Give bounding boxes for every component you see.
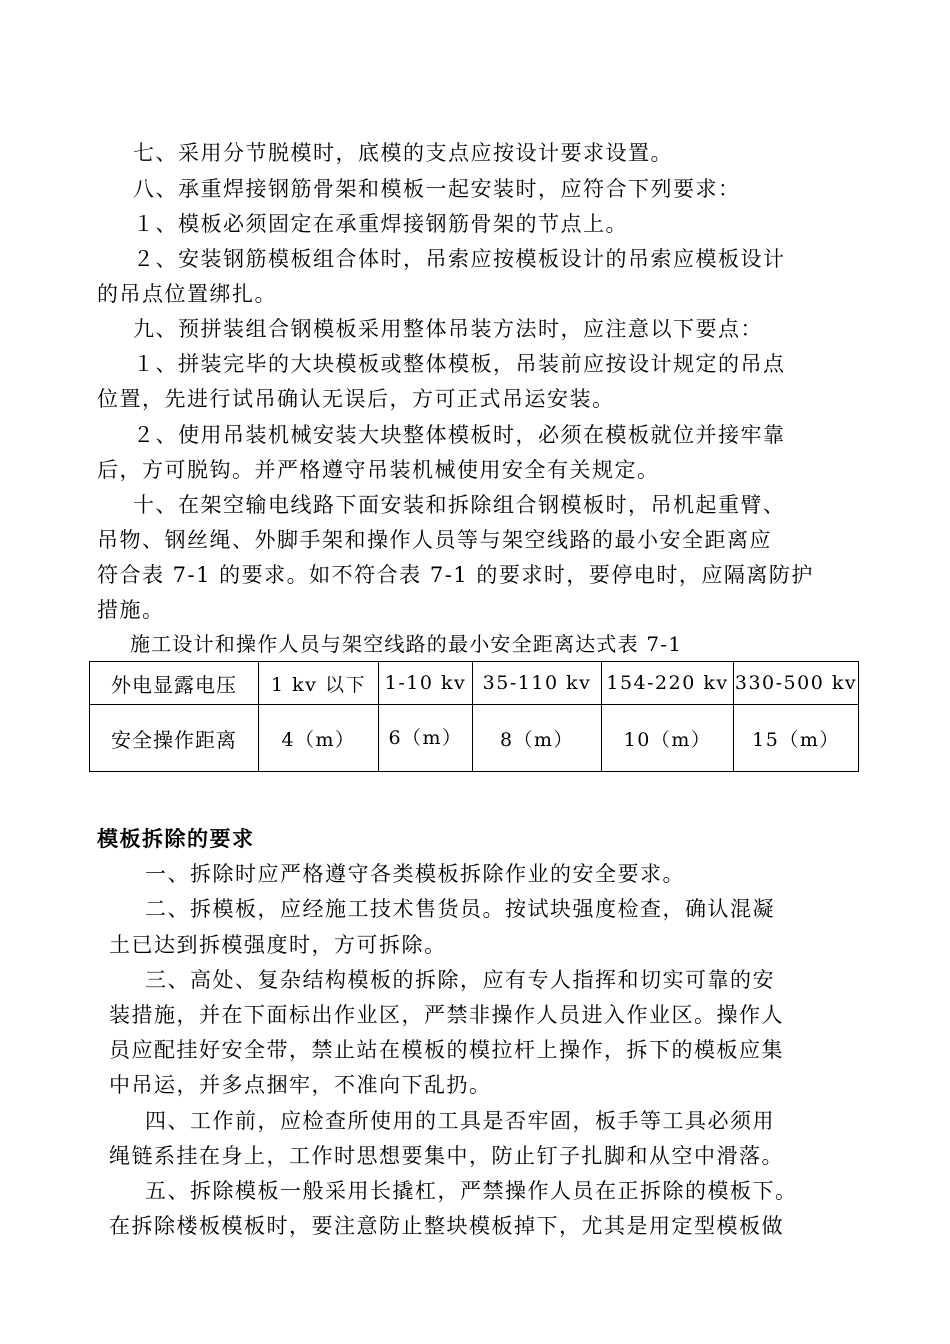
table-cell: 154-220 kv [602,662,734,705]
text-line: ２、安装钢筋模板组合体时，吊索应按模板设计的吊索应模板设计 [133,247,786,271]
text-line: １、模板必须固定在承重焊接钢筋骨架的节点上。 [133,212,628,236]
text-line: 中吊运，并多点捆牢，不准向下乱扔。 [109,1073,492,1097]
text-line: 土已达到拆模强度时，方可拆除。 [109,933,447,957]
table-cell: 6（m） [379,705,473,772]
text-line: 措施。 [97,598,165,622]
text-line: 吊物、钢丝绳、外脚手架和操作人员等与架空线路的最小安全距离应 [97,528,772,552]
table-cell: 10（m） [602,705,734,772]
table-cell: 外电显露电压 [90,662,259,705]
table-row [90,705,859,772]
safety-distance-table [89,661,859,772]
table-cell: 4（m） [259,705,379,772]
table-cell: 1-10 kv [379,662,473,705]
text-line: 四、工作前，应检查所使用的工具是否牢固，板手等工具必须用 [145,1109,775,1133]
text-line: 五、拆除模板一般采用长撬杠，严禁操作人员在正拆除的模板下。 [145,1179,798,1203]
text-line: 九、预拼装组合钢模板采用整体吊装方法时，应注意以下要点： [133,317,763,341]
text-line: 的吊点位置绑扎。 [97,282,277,306]
text-line: 绳链系挂在身上，工作时思想要集中，防止钉子扎脚和从空中滑落。 [109,1144,784,1168]
text-line: 后，方可脱钩。并严格遵守吊装机械使用安全有关规定。 [97,458,660,482]
table-cell: 8（m） [473,705,602,772]
table-cell: 330-500 kv [734,662,859,705]
table-cell: 安全操作距离 [90,705,259,772]
table-cell: 1 kv 以下 [259,662,379,705]
text-line: 二、拆模板，应经施工技术售货员。按试块强度检查，确认混凝 [145,897,775,921]
text-line: 一、拆除时应严格遵守各类模板拆除作业的安全要求。 [145,862,685,886]
text-line: 员应配挂好安全带，禁止站在模板的模拉杆上操作，拆下的模板应集 [109,1038,784,1062]
text-line: 八、承重焊接钢筋骨架和模板一起安装时，应符合下列要求： [133,177,741,201]
table-cell: 35-110 kv [473,662,602,705]
text-line: ２、使用吊装机械安装大块整体模板时，必须在模板就位并接牢靠 [133,423,786,447]
text-line: 位置，先进行试吊确认无误后，方可正式吊运安装。 [97,387,615,411]
text-line: 七、采用分节脱模时，底模的支点应按设计要求设置。 [133,141,673,165]
table-caption: 施工设计和操作人员与架空线路的最小安全距离达式表 7-1 [130,632,683,656]
text-line: 装措施，并在下面标出作业区，严禁非操作人员进入作业区。操作人 [109,1003,784,1027]
text-line: 在拆除楼板模板时，要注意防止整块模板掉下，尤其是用定型模板做 [109,1214,784,1238]
table-row [90,662,859,705]
text-line: 三、高处、复杂结构模板的拆除，应有专人指挥和切实可靠的安 [145,968,775,992]
text-line: １、拼装完毕的大块模板或整体模板，吊装前应按设计规定的吊点 [133,352,786,376]
text-line: 符合表 7-1 的要求。如不符合表 7-1 的要求时，要停电时，应隔离防护 [97,563,814,587]
section-heading: 模板拆除的要求 [97,827,255,851]
text-line: 十、在架空输电线路下面安装和拆除组合钢模板时，吊机起重臂、 [133,493,786,517]
table-cell: 15（m） [734,705,859,772]
